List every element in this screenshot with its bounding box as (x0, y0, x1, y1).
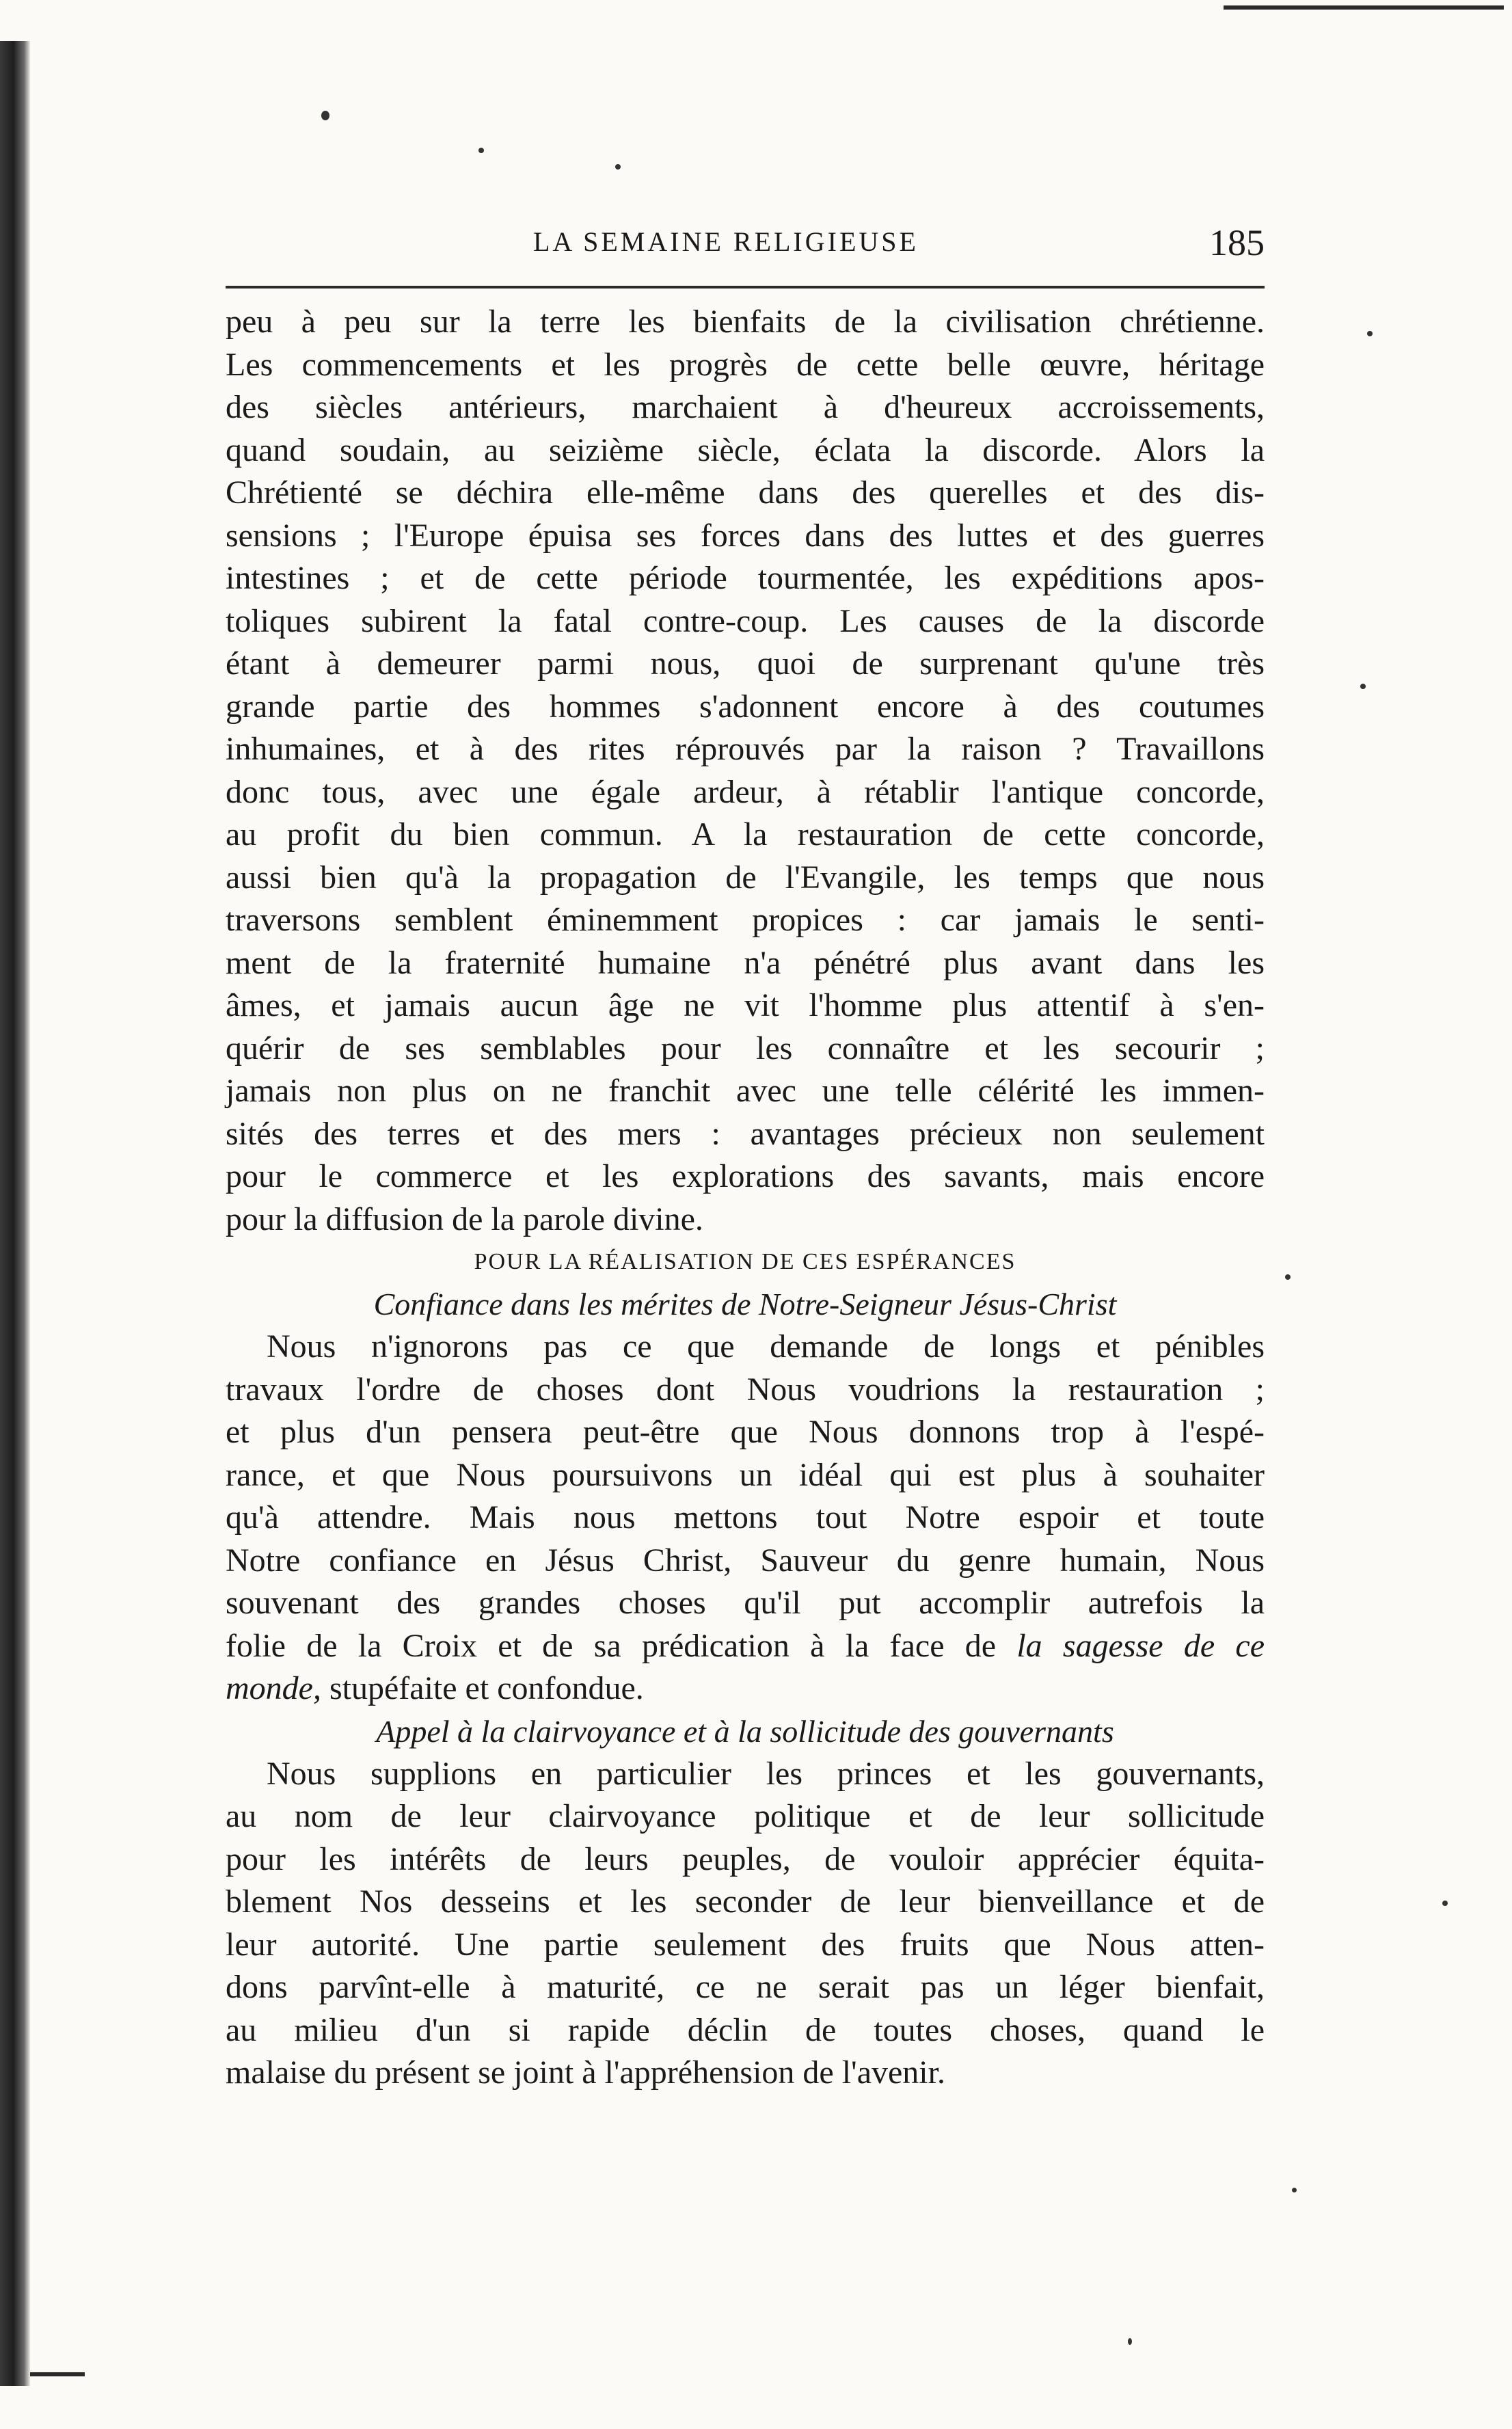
paragraph-2 (226, 1326, 1265, 1710)
text-line: intestines ; et de cette période tourmentée, les expéditions apos- (226, 560, 1265, 596)
text-line: étant à demeurer parmi nous, quoi de surprenant qu'une très (226, 645, 1265, 682)
text-line: âmes, et jamais aucun âge ne vit l'homme plus attentif à s'en- (226, 987, 1265, 1023)
text-line: Les commencements et les progrès de cette belle œuvre, héritage (226, 346, 1265, 383)
text-line: blement Nos desseins et les seconder de leur bienveillance et de (226, 1883, 1265, 1920)
text-line: leur autorité. Une partie seulement des fruits que Nous atten- (226, 1926, 1265, 1963)
text-line: jamais non plus on ne franchit avec une telle célérité les immen- (226, 1073, 1265, 1109)
text-line: et plus d'un pensera peut-être que Nous donnons trop à l'espé- (226, 1414, 1265, 1450)
text-line: qu'à attendre. Mais nous mettons tout Notre espoir et toute (226, 1499, 1265, 1535)
italic-run: la sagesse de ce (1016, 1627, 1265, 1664)
subheading-confiance: Confiance dans les mérites de Notre-Seigneur Jésus-Christ (373, 1287, 1117, 1321)
text-line: des siècles antérieurs, marchaient à d'heureux accroissements, (226, 389, 1265, 425)
text-line: au milieu d'un si rapide déclin de toutes choses, quand le (226, 2011, 1265, 2048)
italic-run: monde, (226, 1670, 321, 1706)
paragraph-3 (226, 1753, 1265, 2095)
text-line: sensions ; l'Europe épuisa ses forces dans des luttes et des guerres (226, 517, 1265, 554)
text-line: grande partie des hommes s'adonnent encore à des coutumes (226, 688, 1265, 725)
running-header (226, 222, 1265, 280)
text-line: Nous n'ignorons pas ce que demande de longs et pénibles (267, 1328, 1265, 1365)
scan-speck (1285, 1274, 1291, 1280)
page-number: 185 (1209, 222, 1265, 263)
text-line: dons parvînt-elle à maturité, ce ne serait pas un léger bienfait, (226, 1969, 1265, 2005)
scan-speck (1442, 1901, 1448, 1906)
scan-speck (321, 111, 329, 120)
scan-speck (615, 164, 621, 170)
text-line: pour les intérêts de leurs peuples, de vouloir apprécier équita- (226, 1840, 1265, 1877)
scan-speck (1367, 331, 1373, 336)
text-line: travaux l'ordre de choses dont Nous voudrions la restauration ; (226, 1371, 1265, 1408)
text-line: donc tous, avec une égale ardeur, à rétablir l'antique concorde, (226, 773, 1265, 810)
scan-speck (1128, 2338, 1132, 2345)
text-line: quérir de ses semblables pour les connaître et les secourir ; (226, 1030, 1265, 1066)
scan-speck (1292, 2188, 1297, 2192)
running-title: LA SEMAINE RELIGIEUSE (533, 226, 919, 257)
text-line: malaise du présent se joint à l'appréhension de l'avenir. (226, 2054, 945, 2091)
text-run: folie de la Croix et de sa prédication à la face de (226, 1627, 997, 1664)
text-line: pour la diffusion de la parole divine. (226, 1200, 703, 1237)
text-line (226, 1667, 1265, 1710)
text-line: au nom de leur clairvoyance politique et de leur sollicitude (226, 1798, 1265, 1834)
text-line: Notre confiance en Jésus Christ, Sauveur du genre humain, Nous (226, 1542, 1265, 1579)
text-line: sités des terres et des mers : avantages précieux non seulement (226, 1115, 1265, 1152)
section-heading: POUR LA RÉALISATION DE CES ESPÉRANCES (474, 1249, 1016, 1274)
text-line: peu à peu sur la terre les bienfaits de la civilisation chrétienne. (226, 304, 1265, 340)
text-line: Chrétienté se déchira elle-même dans des querelles et des dis- (226, 474, 1265, 511)
text-line: traversons semblent éminemment propices : car jamais le senti- (226, 902, 1265, 938)
text-line (226, 1625, 1265, 1668)
text-run: stupéfaite et confondue. (321, 1670, 644, 1706)
text-line: pour le commerce et les explorations des savants, mais encore (226, 1158, 1265, 1194)
text-line: rance, et que Nous poursuivons un idéal qui est plus à souhaiter (226, 1456, 1265, 1493)
text-line: au profit du bien commun. A la restauration de cette concorde, (226, 816, 1265, 853)
body-text (226, 301, 1265, 2095)
text-line: ment de la fraternité humaine n'a pénétré plus avant dans les (226, 944, 1265, 981)
scan-speck (478, 148, 484, 153)
text-line: toliques subirent la fatal contre-coup. Les causes de la discorde (226, 602, 1265, 639)
text-line: Nous supplions en particulier les princes et les gouvernants, (267, 1755, 1265, 1792)
scan-speck (1360, 684, 1366, 689)
subheading-appel: Appel à la clairvoyance et à la sollicitude des gouvernants (376, 1713, 1114, 1749)
text-line: quand soudain, au seizième siècle, éclata la discorde. Alors la (226, 431, 1265, 468)
text-line: inhumaines, et à des rites réprouvés par la raison ? Travaillons (226, 731, 1265, 767)
text-line: aussi bien qu'à la propagation de l'Evangile, les temps que nous (226, 859, 1265, 896)
paragraph-1 (226, 301, 1265, 1241)
text-line: souvenant des grandes choses qu'il put accomplir autrefois la (226, 1585, 1265, 1621)
header-rule (226, 286, 1265, 288)
